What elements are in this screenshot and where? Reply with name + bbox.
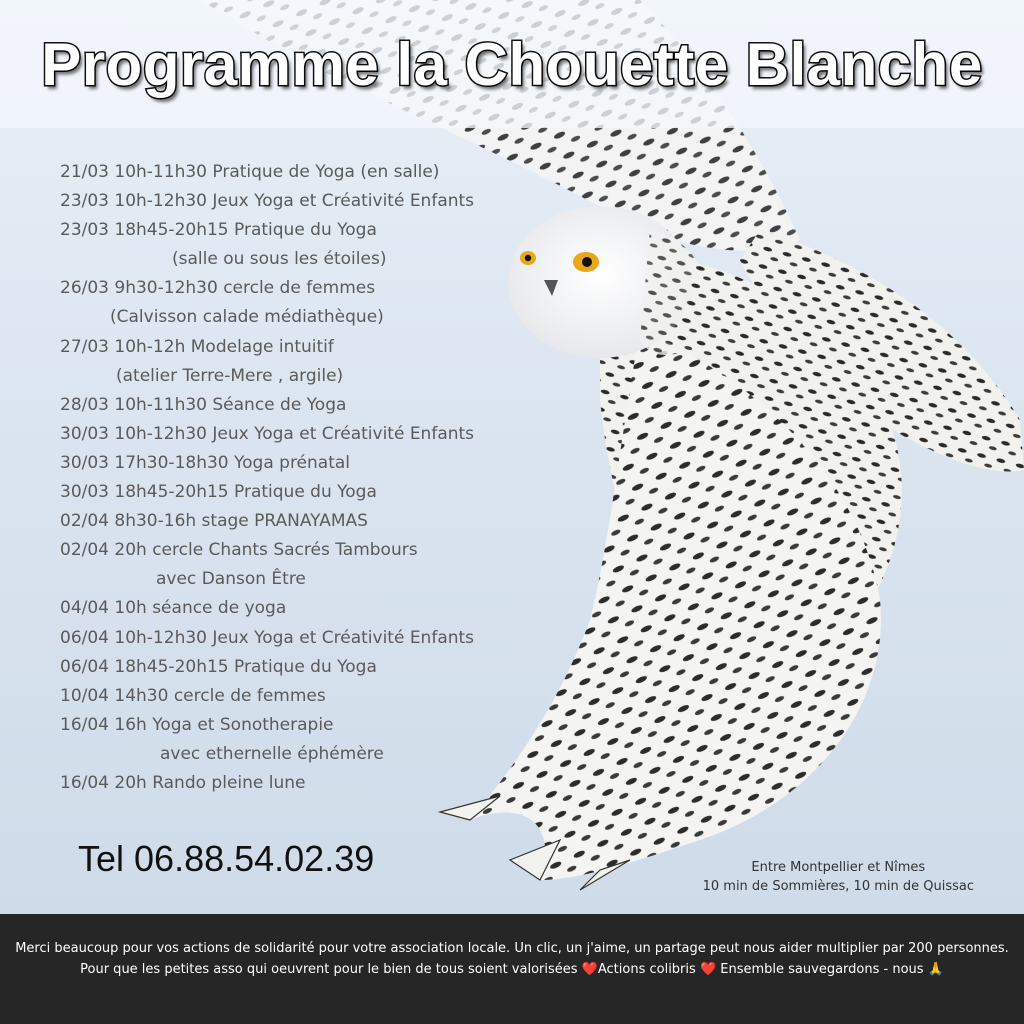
heart-icon: ❤️	[699, 962, 717, 977]
schedule-line: 06/04 18h45-20h15 Pratique du Yoga	[60, 656, 377, 677]
footer-text: Actions colibris	[597, 962, 696, 977]
schedule-line: 28/03 10h-11h30 Séance de Yoga	[60, 394, 347, 415]
footer-banner	[0, 914, 1024, 1024]
praying-hands-icon: 🙏	[927, 962, 944, 977]
page-title: Programme la Chouette Blanche	[41, 31, 983, 98]
schedule-line: 23/03 10h-12h30 Jeux Yoga et Créativité Enfants	[60, 191, 475, 212]
schedule-line: 26/03 9h30-12h30 cercle de femmes	[60, 278, 376, 299]
heart-icon: ❤️	[581, 962, 598, 977]
schedule-line-detail: avec Danson Être	[156, 569, 306, 590]
schedule-line-detail: (Calvisson calade médiathèque)	[110, 307, 384, 328]
schedule-line-detail: (salle ou sous les étoiles)	[172, 249, 387, 270]
schedule-line: 02/04 20h cercle Chants Sacrés Tambours	[60, 540, 418, 561]
schedule-line: 21/03 10h-11h30 Pratique de Yoga (en salle)	[60, 162, 440, 182]
schedule-line: 02/04 8h30-16h stage PRANAYAMAS	[60, 511, 368, 532]
location-line: Entre Montpellier et Nîmes	[751, 860, 926, 875]
schedule-line: 23/03 18h45-20h15 Pratique du Yoga	[60, 220, 377, 241]
location-line: 10 min de Sommières, 10 min de Quissac	[702, 879, 974, 894]
schedule-line: 04/04 10h séance de yoga	[60, 598, 287, 619]
footer-text: Pour que les petites asso qui oeuvrent pour le bien de tous soient valorisées	[80, 962, 578, 977]
location-info	[703, 858, 974, 896]
schedule-line-detail: (atelier Terre-Mere , argile)	[116, 365, 344, 386]
schedule-line: 30/03 17h30-18h30 Yoga prénatal	[60, 452, 351, 473]
schedule-line: 30/03 18h45-20h15 Pratique du Yoga	[60, 482, 377, 503]
schedule-line: 06/04 10h-12h30 Jeux Yoga et Créativité Enfants	[60, 627, 475, 648]
phone-number[interactable]: Tel 06.88.54.02.39	[78, 838, 375, 879]
schedule-line: 27/03 10h-12h Modelage intuitif	[60, 336, 334, 357]
footer-line: Merci beaucoup pour vos actions de solidarité pour votre association locale. Un clic, un j'aime, un partage peut nous aider multiplier par 200 personnes.	[15, 941, 1009, 956]
schedule-line-detail: avec ethernelle éphémère	[160, 743, 384, 764]
schedule-line: 10/04 14h30 cercle de femmes	[60, 685, 326, 706]
schedule-line: 16/04 20h Rando pleine lune	[60, 772, 306, 793]
footer-line	[0, 959, 1024, 980]
footer-text: Ensemble sauvegardons - nous	[720, 962, 924, 977]
schedule-line: 16/04 16h Yoga et Sonotherapie	[60, 714, 334, 735]
event-schedule	[60, 158, 474, 798]
schedule-line: 30/03 10h-12h30 Jeux Yoga et Créativité Enfants	[60, 423, 475, 444]
